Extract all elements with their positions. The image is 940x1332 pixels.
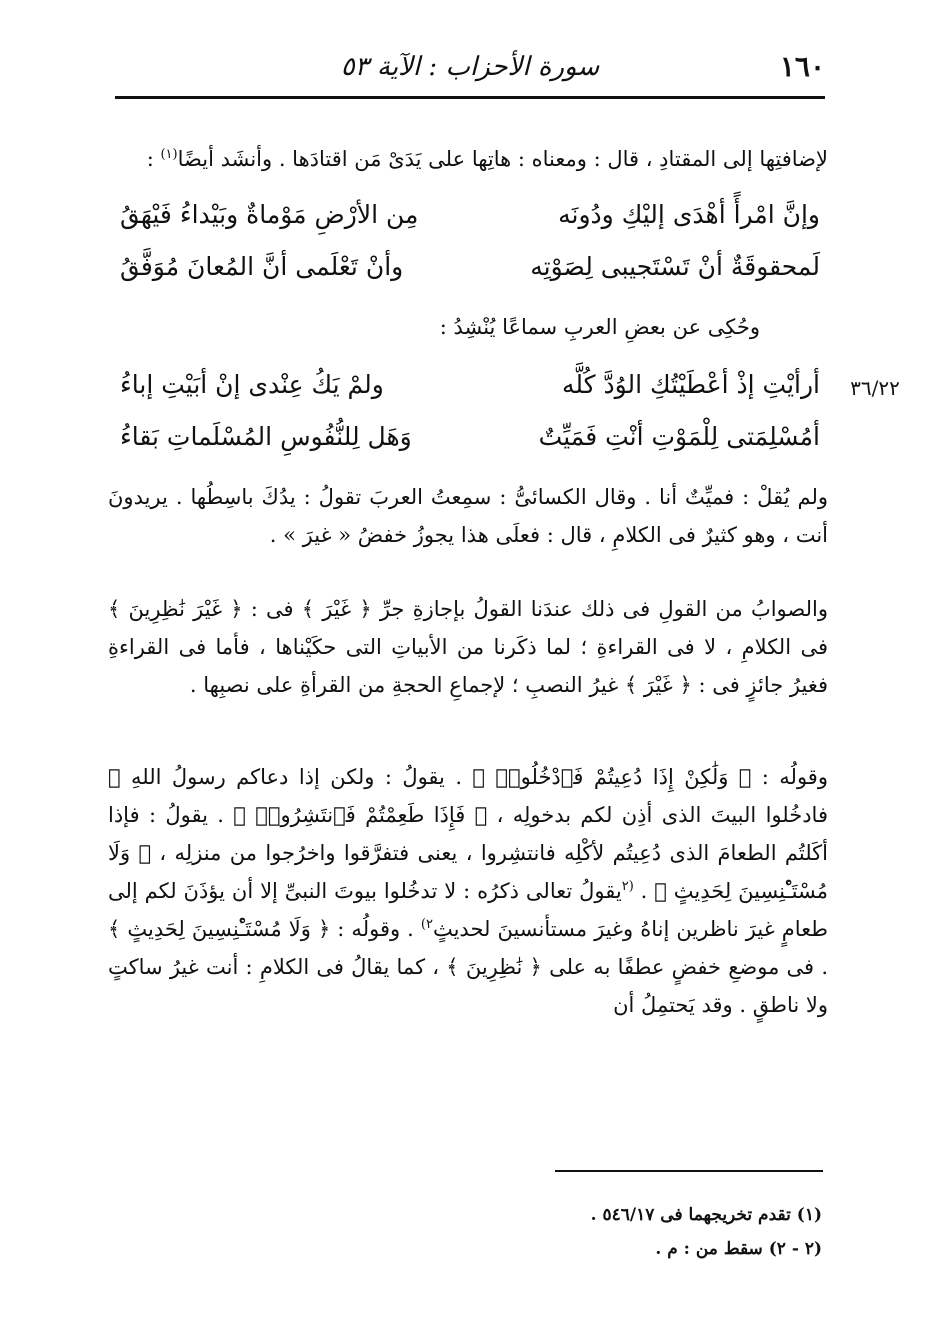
page-number: ١٦٠: [779, 50, 825, 83]
verse-3-second-hemistich: ولمْ يَكُ عِنْدى إنْ أبَيْتِ إباءُ: [120, 370, 384, 399]
paragraph-narration: وحُكِى عن بعضِ العربِ سماعًا يُنْشِدُ :: [439, 315, 760, 339]
commentary-text-3: . وقولُه : ﴿ وَلَا مُسْتَـْٔنِسِينَ لِحَدِيثٍ ﴾ . فى موضعِ خفضٍ عطفًا به على ﴿ نَٰظِرِينَ ﴾ ، كما يقالُ فى الكلامِ : أنت غيرُ ساكتٍ ولا ناطقٍ . وقد يَحتمِلُ أن: [108, 917, 828, 1017]
header-rule: [115, 96, 825, 99]
verse-4-first-hemistich: أمُسْلِمَتى لِلْمَوْتِ أنْتِ فَمَيِّتٌ: [538, 422, 820, 451]
verse-4-second-hemistich: وَهَل لِلنُّفُوسِ المُسْلَماتِ بَقاءُ: [120, 422, 412, 451]
footnote-marker-2-open: (٢: [621, 879, 634, 894]
footnote-1: (١) تقدم تخريجهما فى ٥٤٦/١٧ .: [590, 1205, 822, 1225]
verse-1-second-hemistich: مِن الأرْضِ مَوْماةٌ وبَيْداءُ فَيْهَقُ: [120, 200, 419, 229]
commentary-text-1: وقولُه : ﴿ وَلَٰكِنْ إِذَا دُعِيتُمْ فَٱدْخُلُوا۟ ﴾ . يقولُ : ولكن إذا دعاكم رسولُ اللهِ ﷺ فادخُلوا البيتَ الذى أذِن لكم بدخولِه ، ﴿ فَإِذَا طَعِمْتُمْ فَٱنتَشِرُوا۟ ﴾ . يقولُ : فإذا أكَلتُم الطعامَ الذى دُعِيتُم لأكْلِه فانتشِروا ، يعنى فتفرَّقوا واخرُجوا من منزلِه ، ﴿ وَلَا مُسْتَـْٔنِسِينَ لِحَدِيثٍ ﴾ .: [108, 765, 828, 903]
verse-line-1: [120, 200, 820, 240]
intro-text: لإضافتِها إلى المقتادِ ، قال : ومعناه : هاتِها على يَدَىْ مَن اقتادَها . وأنشَد أيضًا: [177, 147, 828, 171]
paragraph-intro: [108, 140, 828, 178]
paragraph-preferred-view: والصوابُ من القولِ فى ذلك عندَنا القولُ بإجازةِ جرِّ ﴿ غَيْرَ ﴾ فى : ﴿ غَيْرَ نَٰظِرِينَ ﴾ فى الكلامِ ، لا فى القراءةِ ؛ لما ذكَرنا من الأبياتِ التى حكَيْناها ، فأما فى القراءةِ فغيرُ جائزٍ فى : ﴿ غَيْرَ ﴾ غيرُ النصبِ ؛ لإجماعِ الحجةِ من القرأةِ على نصبِها .: [108, 597, 828, 697]
footnote-2: (٢ - ٢) سقط من : م .: [655, 1239, 822, 1259]
footnote-marker-2-close: ٢): [420, 917, 433, 932]
footnote-marker-1: (١): [160, 147, 178, 162]
verse-2-second-hemistich: وأنْ تَعْلَمى أنَّ المُعانَ مُوَفَّقُ: [120, 252, 404, 281]
paragraph-kisai: ولم يُقلْ : فميِّتٌ أنا . وقال الكسائىُّ : سمِعتُ العربَ تقولُ : يدُكَ باسِطُها . يريدونَ أنت ، وهو كثيرٌ فى الكلامِ ، قال : فعلَى هذا يجوزُ خفضُ « غيرَ » .: [108, 485, 828, 547]
footnote-rule: [555, 1170, 823, 1172]
verse-2-first-hemistich: لَمحقوقَةٌ أنْ تَسْتَجيبى لِصَوْتِه: [530, 252, 820, 281]
verse-line-2: [120, 252, 820, 292]
page-header: [115, 42, 825, 94]
verse-line-3: [120, 370, 820, 410]
verse-line-4: [120, 422, 820, 462]
paragraph-commentary: [108, 758, 828, 1024]
commentary-text-2: يقولُ تعالى ذكرُه : لا تدخُلوا بيوتَ النبىِّ إلا أن يؤذَنَ لكم إلى طعامٍ غيرَ ناظرين إناهُ وغيرَ مستأنسينَ لحديثٍ: [108, 879, 829, 941]
verse-1-first-hemistich: وإنَّ امْرأً أهْدَى إليْكِ ودُونَه: [558, 200, 820, 229]
verse-3-first-hemistich: أرأيْتِ إذْ أعْطَيْتُكِ الوُدَّ كُلَّه: [561, 370, 820, 399]
intro-colon: :: [146, 147, 161, 171]
running-title: سورة الأحزاب : الآية ٥٣: [340, 52, 600, 82]
margin-reference: ٣٦/٢٢: [850, 376, 900, 400]
